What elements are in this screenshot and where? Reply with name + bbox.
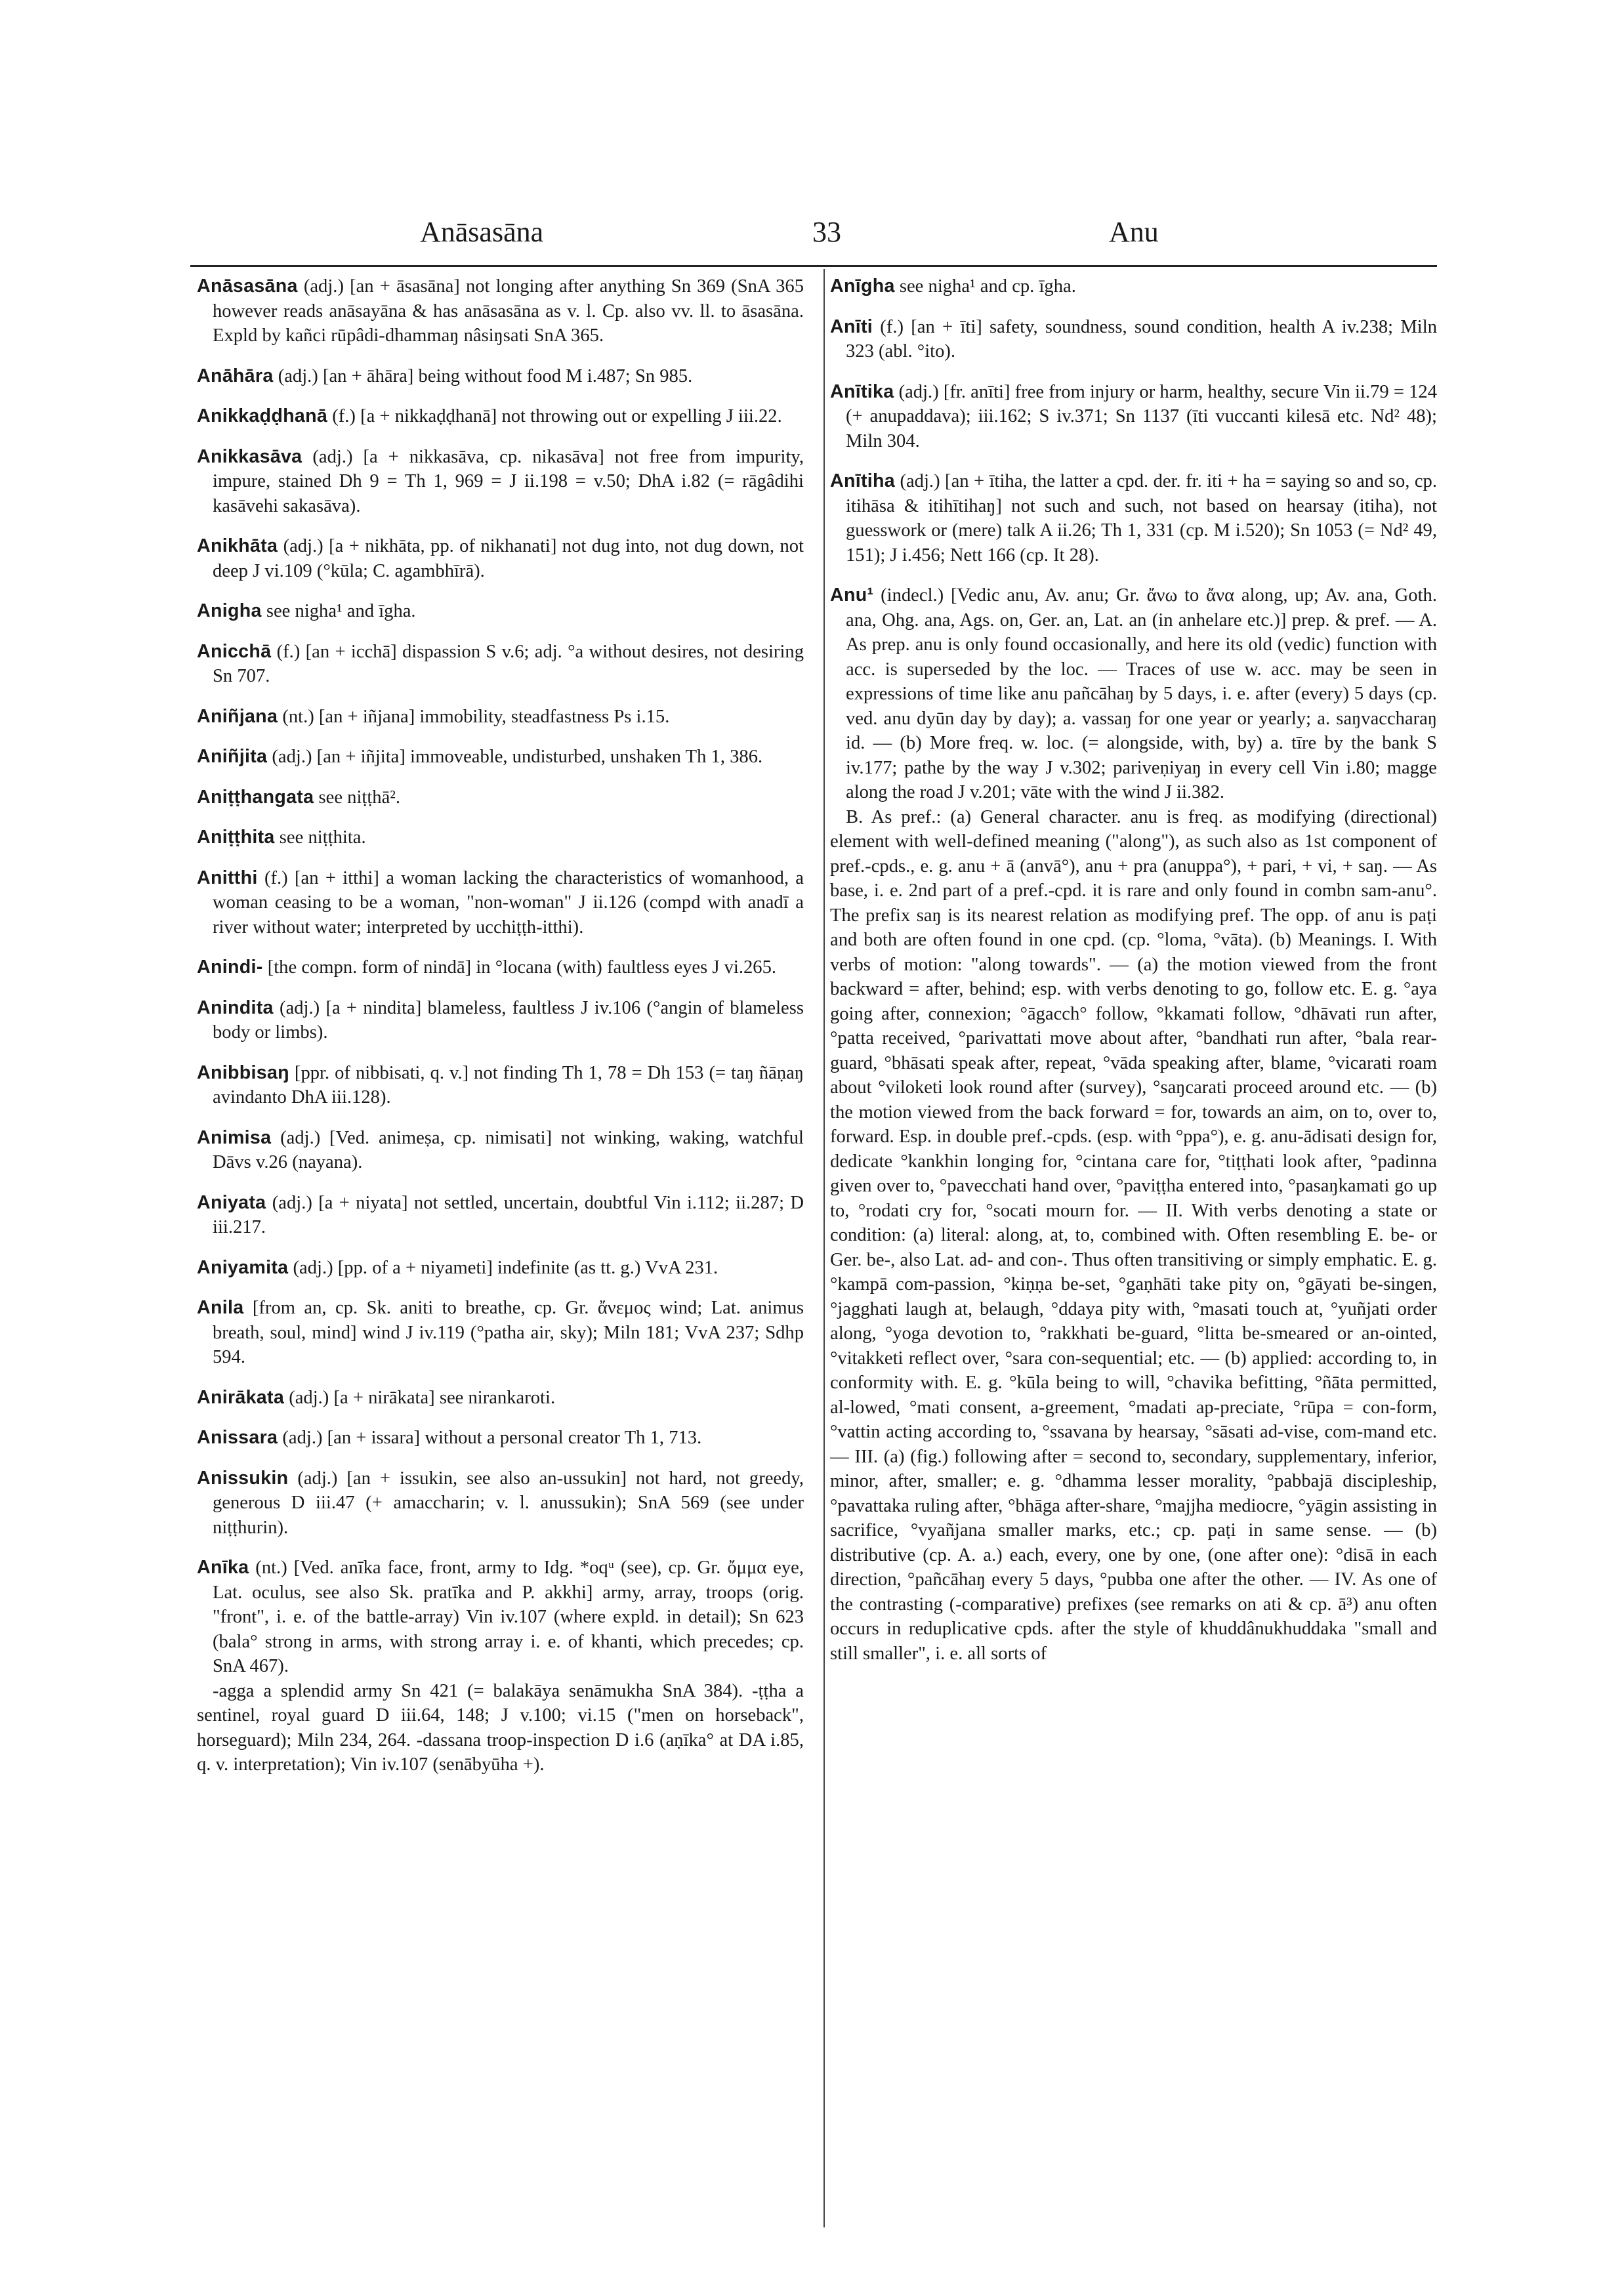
entry-headword: Anāhāra [197,365,274,386]
entry-headword: Anītika [830,381,894,402]
entry-definition: see nigha¹ and cp. īgha. [899,276,1076,297]
running-head-left: Anāsasāna [420,216,544,248]
entry-headword: Animisa [197,1127,272,1148]
entry-definition: (adj.) [a + nikhāta, pp. of nikhanati] not dug into, not dug down, not deep J vi.109 (°kūla; C. agambhīrā). [213,536,804,581]
dictionary-entry [830,315,1437,364]
entry-definition: (adj.) [an + issukin, see also an-ussukin] not hard, not greedy, generous D iii.47 (+ amaccharin; v. l. anussukin); SnA 569 (see under niṭṭhurin). [213,1468,804,1538]
dictionary-entry [197,1256,804,1281]
dictionary-entry [197,1191,804,1240]
dictionary-entry [197,785,804,810]
entry-headword: Anindi- [197,957,263,978]
dictionary-entry [197,274,804,348]
right-column [830,274,1437,2236]
dictionary-entry [197,825,804,850]
header-rule [190,265,1437,267]
entry-headword: Anirākata [197,1386,285,1408]
entry-definition: (adj.) [an + āhāra] being without food M i.487; Sn 985. [278,365,693,386]
dictionary-entry [197,1466,804,1540]
entry-headword: Aniṭṭhita [197,827,275,848]
entry-headword: Anicchā [197,640,272,662]
entry-definition: (adj.) [a + nikkasāva, cp. nikasāva] not free from impurity, impure, stained Dh 9 = Th 1, 969 = J ii.198 = v.50; DhA i.82 (= rāgâdihi kasāvehi sakasāva). [213,446,804,516]
entry-headword: Anikkaḍḍhanā [197,405,328,426]
entry-paragraph: B. As pref.: (a) General character. anu is freq. as modifying (directional) element with well-defined meaning ("along"), as such also as 1st component of pref.-cpds., e. g. anu + ā (anvā°), anu + pra (anuppa°), + pari, + vi, + saŋ. — As base, i. e. 2nd part of a pref.-cpd. it is rare and only found in combn sam-anu°. The prefix saŋ is its nearest relation as modifying pref. The opp. of anu is paṭi and both are often found in one cpd. (cp. °loma, °vāta). (b) Meanings. I. With verbs of motion: "along towards". — (a) the motion viewed from the front backward = after, behind; esp. with verbs denoting to go, follow etc. E. g. °aya going after, connexion; °āgacch° follow, °kkamati follow, °dhāvati run after, °patta received, °parivattati move about after, °bandhati run after, °bala rear-guard, °bhāsati speak after, repeat, °vāda speaking after, blame, °vicarati roam about °viloketi look round after (survey), °saŋcarati proceed around etc. — (b) the motion viewed from the back forward = for, towards an aim, on to, over to, forward. Esp. in double pref.-cpds. (esp. with °ppa°), e. g. anu-ādisati design for, dedicate °kankhin longing for, °cintana care for, °tiṭṭhati look after, °padinna given over to, °pavecchati hand over, °paviṭṭha entered into, °pasaŋkamati go up to, °rodati cry for, °socati mourn for. — II. With verbs denoting a state or condition: (a) literal: along, at, to, combined with. Often resembling E. be- or Ger. be-, also Lat. ad- and con-. Thus often transitiving or simply emphatic. E. g. °kampā com-passion, °kiṇṇa be-set, °gaṇhāti take pity on, °gāyati be-singen, °jagghati laugh at, belaugh, °ddaya pity with, °masati touch at, °yuñjati order along, °yoga devotion to, °rakkhati be-guard, °litta be-smeared or an-ointed, °vitakketi reflect over, °sara con-sequential; etc. — (b) applied: according to, in conformity with. E. g. °kūla being to will, °chavika befitting, °ñāta permitted, al-lowed, °mati consent, a-greement, °madati ap-preciate, °rūpa = con-form, °vattin acting according to, °ssavana by hearsay, °sāsati ad-vise, com-mand etc. — III. (a) (fig.) following after = second to, secondary, supplementary, inferior, minor, after, smaller; e. g. °dhamma lesser morality, °pabbajā discipleship, °pavattaka ruling after, °bhāga after-share, °majjha mediocre, °yāgin assisting in sacrifice, °vyañjana smaller marks, etc.; cp. paṭi in same sense. — (b) distributive (cp. A. a.) each, every, one by one, (one after one): °disā in each direction, °pañcāhaŋ every 5 days, °pubba one after the other. — IV. As one of the contrasting (-comparative) prefixes (see remarks on ati & cp. ā³) anu often occurs in reduplicative cpds. after the style of khuddânukhuddaka "small and still smaller", i. e. all sorts of [830,806,1437,1664]
dictionary-entry [197,445,804,519]
dictionary-entry [197,1296,804,1370]
dictionary-entry [197,866,804,940]
entry-headword: Aniyamita [197,1256,289,1278]
dictionary-entry [197,955,804,980]
entry-definition: (f.) [an + īti] safety, soundness, sound condition, health A iv.238; Miln 323 (abl. °ito). [846,316,1437,362]
entry-definition: (adj.) [a + nirākata] see nirankaroti. [289,1387,556,1408]
dictionary-entry [830,274,1437,299]
entry-definition: [from an, cp. Sk. aniti to breathe, cp. Gr. ἄνεμος wind; Lat. animus breath, soul, mind] wind J iv.119 (°patha air, sky); Miln 181; VvA 237; Sdhp 594. [213,1298,804,1367]
entry-compounds: -agga a splendid army Sn 421 (= balakāya senāmukha SnA 384). -ṭṭha a sentinel, royal guard D iii.64, 148; J v.100; vi.15 ("men on horseback", horseguard); Miln 234, 264. -dassana troop-inspection D i.6 (aṇīka° at DA i.85, q. v. interpretation); Vin iv.107 (senābyūha +). [197,1680,804,1775]
entry-headword: Anindita [197,997,274,1018]
running-head-right: Anu [1109,216,1159,248]
entry-headword: Anigha [197,600,262,621]
dictionary-entry [197,1426,804,1451]
dictionary-entry [197,1061,804,1110]
entry-definition: [ppr. of nibbisati, q. v.] not finding Th 1, 78 = Dh 153 (= taŋ ñāṇaŋ avindanto DhA iii.128). [213,1062,804,1107]
entry-headword: Anitthi [197,867,258,888]
entry-definition: (adj.) [an + issara] without a personal creator Th 1, 713. [282,1428,702,1448]
entry-definition: [the compn. form of nindā] in °locana (with) faultless eyes J vi.265. [267,957,777,978]
entry-headword: Aniṭṭhangata [197,786,314,808]
dictionary-entry [197,1556,804,1679]
dictionary-entry [197,640,804,689]
entry-headword: Aniñjana [197,705,278,727]
dictionary-entry [830,583,1437,805]
entry-definition: (adj.) [an + āsasāna] not longing after anything Sn 369 (SnA 365 however reads anāsayāna & has anāsasāna as v. l. Cp. also vv. ll. to āsasāna. Expld by kañci rūpâdi-dhammaŋ nâsiŋsati SnA 365. [213,276,804,346]
entry-definition: (nt.) [Ved. anīka face, front, army to Idg. *oqᵘ (see), cp. Gr. ὄμμα eye, Lat. oculus, see also Sk. pratīka and P. akkhi] army, array, troops (orig. "front", i. e. of the battle-array) Vin iv.107 (where expld. in detail); Sn 623 (bala° strong in arms, with strong array i. e. of khanti, which precedes; cp. SnA 467). [213,1558,804,1676]
dictionary-entry [197,404,804,429]
dictionary-entry [197,1126,804,1175]
dictionary-entry [197,534,804,583]
dictionary-entry [197,996,804,1045]
entry-definition: (f.) [a + nikkaḍḍhanā] not throwing out or expelling J iii.22. [332,406,782,426]
entry-definition: (adj.) [an + ītiha, the latter a cpd. der. fr. iti + ha = saying so and so, cp. itihāsa & itihītihaŋ] not such and such, not based on hearsay (itiha), not guesswork or (mere) talk A ii.26; Th 1, 331 (cp. M i.520); Sn 1053 (= Nd² 49, 151); J i.456; Nett 166 (cp. It 28). [846,471,1437,566]
entry-definition: (adj.) [fr. anīti] free from injury or harm, healthy, secure Vin ii.79 = 124 (+ anupaddava); iii.162; S iv.371; Sn 1137 (īti vuccanti kilesā etc. Nd² 48); Miln 304. [846,381,1437,451]
dictionary-entry [197,705,804,730]
dictionary-entry [197,364,804,389]
entry-definition: (adj.) [pp. of a + niyameti] indefinite (as tt. g.) VvA 231. [293,1257,718,1278]
entry-definition: (adj.) [an + iñjita] immoveable, undisturbed, unshaken Th 1, 386. [272,747,763,767]
page-number: 33 [812,216,841,248]
entry-headword: Anītiha [830,470,895,491]
entry-headword: Anila [197,1297,244,1318]
entry-headword: Anissara [197,1427,278,1448]
entry-headword: Anikkasāva [197,445,302,467]
page-header [0,215,1624,268]
entry-headword: Anīka [197,1557,249,1578]
left-column [197,274,804,2236]
entry-headword: Anikhāta [197,535,278,556]
dictionary-entry [197,745,804,770]
entry-definition: see niṭṭhā². [318,787,400,808]
entry-definition: see nigha¹ and īgha. [266,601,416,621]
entry-headword: Aniñjita [197,746,268,767]
entry-definition: (adj.) [Ved. animeṣa, cp. nimisati] not winking, waking, watchful Dāvs v.26 (nayana). [213,1127,804,1172]
dictionary-entry [197,599,804,624]
dictionary-entry [830,380,1437,454]
entry-headword: Anibbisaŋ [197,1062,289,1083]
entry-definition: (f.) [an + icchā] dispassion S v.6; adj. °a without desires, not desiring Sn 707. [213,641,804,686]
entry-definition: (indecl.) [Vedic anu, Av. anu; Gr. ἄνω to ἄνα along, up; Av. ana, Goth. ana, Ohg. ana, Ags. on, Ger. an, Lat. an (in anhelare etc.)] prep. & pref. — A. As prep. anu is only found occasionally, and here its old (vedic) function with acc. is superseded by the loc. — Traces of use w. acc. may be seen in expressions of time like anu pañcāhaŋ by 5 days, i. e. after (every) 5 days (cp. ved. anu dyūn day by day); a. vassaŋ for one year or yearly; a. saŋvaccharaŋ id. — (b) More freq. w. loc. (= alongside, with, by) a. tīre by the bank S iv.177; pathe by the way J v.302; pariveṇiyaŋ in every cell Vin i.80; magge along the road J v.201; vāte with the wind J ii.382. [846,585,1437,802]
entry-headword: Anāsasāna [197,276,298,297]
dictionary-entry [830,469,1437,568]
entry-headword: Anīti [830,316,873,337]
entry-definition: (adj.) [a + nindita] blameless, faultless J iv.106 (°angin of blameless body or limbs). [213,997,804,1043]
dictionary-entry [197,1386,804,1411]
entry-definition: see niṭṭhita. [279,827,366,848]
entry-headword: Anu¹ [830,585,874,606]
entry-headword: Anissukin [197,1467,289,1489]
column-divider [823,269,825,2227]
entry-headword: Anīgha [830,276,895,297]
entry-definition: (nt.) [an + iñjana] immobility, steadfastness Ps i.15. [282,706,670,727]
entry-headword: Aniyata [197,1191,266,1213]
entry-definition: (adj.) [a + niyata] not settled, uncertain, doubtful Vin i.112; ii.287; D iii.217. [213,1192,804,1237]
entry-definition: (f.) [an + itthi] a woman lacking the characteristics of womanhood, a woman ceasing to be a woman, "non-woman" J ii.126 (compd with anadī a river without water; interpreted by ucchiṭṭh-itthi). [213,867,804,938]
